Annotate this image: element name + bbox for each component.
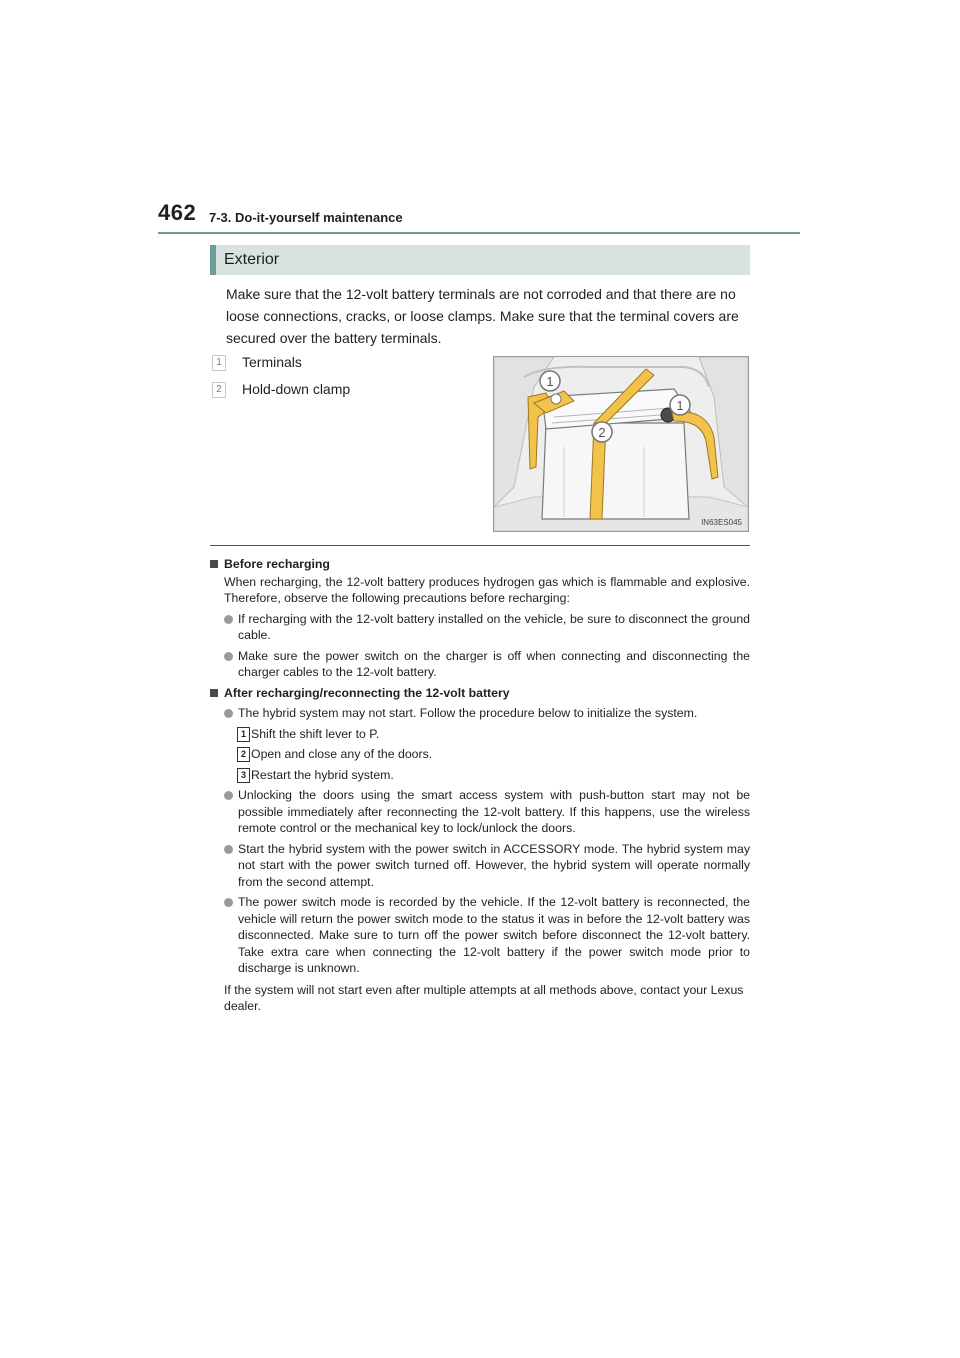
callout-label: Hold-down clamp bbox=[242, 381, 351, 397]
step-text: Restart the hybrid system. bbox=[251, 767, 394, 782]
figure-code: IN63ES045 bbox=[701, 518, 742, 527]
subheading-before-recharging bbox=[210, 556, 750, 573]
step-number-icon: 1 bbox=[237, 727, 250, 742]
list-item-text: Make sure the power switch on the charger is off when connecting and disconnecting the charger cables to the 12-volt battery. bbox=[238, 648, 750, 679]
circle-bullet-icon bbox=[224, 709, 233, 718]
list-item-text: The hybrid system may not start. Follow the procedure below to initialize the system. bbox=[238, 706, 698, 720]
before-recharging-text: When recharging, the 12-volt battery produces hydrogen gas which is flammable and explosive. Therefore, observe the following precautions before recharging: bbox=[224, 574, 750, 605]
figure-marker-1: 1 bbox=[546, 374, 554, 389]
procedure-step bbox=[238, 767, 750, 784]
circle-bullet-icon bbox=[224, 791, 233, 800]
intro-paragraph: Make sure that the 12-volt battery terminals are not corroded and that there are no loose connections, cracks, or loose clamps. Make sure that the terminal covers are secured over the battery terminals. bbox=[226, 286, 739, 346]
callout-item bbox=[210, 382, 480, 409]
circle-bullet-icon bbox=[224, 898, 233, 907]
subheading-after-recharging bbox=[210, 685, 750, 702]
figure-marker-2: 2 bbox=[598, 425, 606, 440]
procedure-step bbox=[238, 746, 750, 763]
callout-number-icon: 2 bbox=[212, 382, 226, 398]
callout-item bbox=[210, 355, 480, 382]
list-item-text: Start the hybrid system with the power switch in ACCESSORY mode. The hybrid system may not start with the power switch turned off. However, the hybrid system will operate normally from the second attempt. bbox=[238, 841, 750, 889]
list-item bbox=[224, 611, 750, 644]
list-item bbox=[224, 841, 750, 891]
chapter-title: 7-3. Do-it-yourself maintenance bbox=[209, 210, 403, 225]
step-text: Shift the shift lever to P. bbox=[251, 726, 380, 741]
list-item bbox=[224, 648, 750, 681]
step-text: Open and close any of the doors. bbox=[251, 747, 433, 761]
section-header bbox=[210, 245, 750, 275]
list-item bbox=[224, 787, 750, 837]
battery-illustration bbox=[493, 356, 749, 532]
list-item bbox=[224, 894, 750, 977]
battery-drawing bbox=[494, 357, 748, 531]
circle-bullet-icon bbox=[224, 845, 233, 854]
section-accent bbox=[210, 245, 216, 275]
notes-body bbox=[210, 556, 750, 1015]
step-number-icon: 2 bbox=[237, 747, 250, 762]
page-number: 462 bbox=[158, 200, 197, 225]
closing-paragraph: If the system will not start even after multiple attempts at all methods above, contact your Lexus dealer. bbox=[224, 982, 744, 1013]
list-item-text: If recharging with the 12-volt battery installed on the vehicle, be sure to disconnect the ground cable. bbox=[238, 611, 750, 642]
figure-marker-1b: 1 bbox=[676, 398, 684, 413]
procedure-step bbox=[238, 726, 750, 743]
circle-bullet-icon bbox=[224, 652, 233, 661]
callout-label: Terminals bbox=[242, 354, 302, 370]
square-bullet-icon bbox=[210, 689, 218, 697]
section-title: Exterior bbox=[224, 251, 280, 268]
list-item-text: The power switch mode is recorded by the vehicle. If the 12-volt battery is reconnected, the vehicle will return the power switch mode to the status it was in before the 12-volt battery was disconnected. Make sure to turn off the power switch before disconnect the 12-volt battery. Take extra care when connecting the 12-volt battery if the power switch mode prior to discharge is unknown. bbox=[238, 895, 750, 975]
list-item-text: Unlocking the doors using the smart access system with push-button start may not be possible immediately after reconnecting the 12-volt battery. If this happens, use the wireless remote control or the mechanical key to lock/unlock the doors. bbox=[238, 788, 750, 835]
list-item bbox=[224, 705, 750, 722]
square-bullet-icon bbox=[210, 560, 218, 568]
circle-bullet-icon bbox=[224, 615, 233, 624]
section-divider bbox=[210, 545, 750, 546]
subheading-text: Before recharging bbox=[224, 557, 330, 571]
callout-list bbox=[210, 355, 480, 409]
callout-number-icon: 1 bbox=[212, 355, 226, 371]
step-number-icon: 3 bbox=[237, 768, 250, 783]
subheading-text: After recharging/reconnecting the 12-volt battery bbox=[224, 685, 510, 700]
header-rule bbox=[158, 232, 800, 234]
